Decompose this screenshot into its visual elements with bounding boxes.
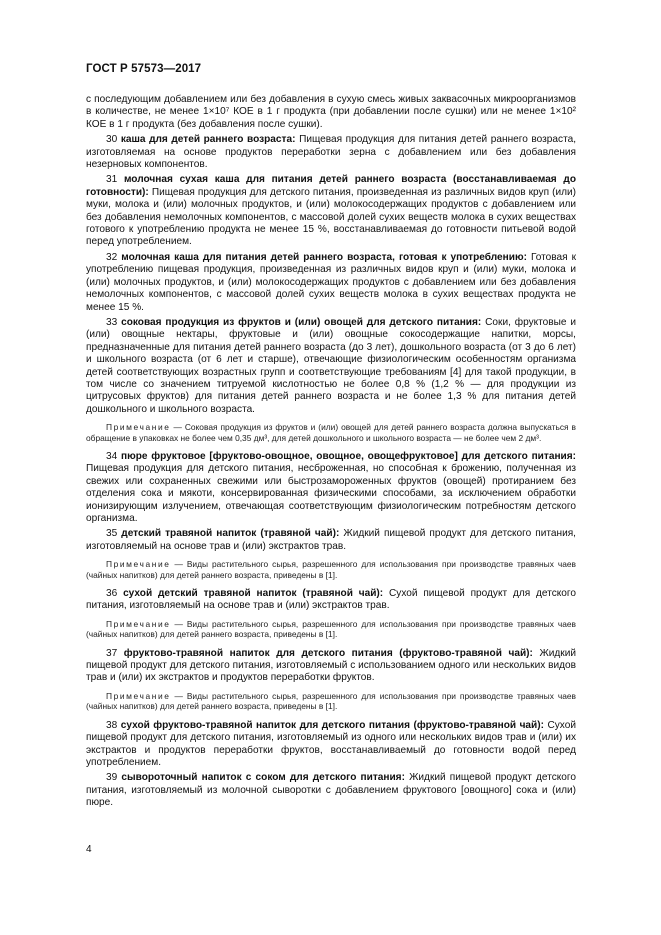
note-37 — [86, 691, 576, 712]
entry-text: Пищевая продукция для детского питания, произведенная из различных видов круп (или) муки, молока и (или) молочных продуктов, и (или) молокосодержащих продуктов с добавлением или без добавления немолочных компонентов, с массовой долей сухих веществ молока в сухих веществах готового к употреблению продукта не менее 15 %, восстанавливаемая до готовности питьевой водой перед употреблением. — [86, 186, 576, 248]
entry-term: сывороточный напиток с соком для детского питания: — [121, 772, 405, 784]
entry-text: Жидкий пищевой продукт детского питания, изготовляемый из молочной сыворотки с добавлением фруктового [овощного] сока и (или) пюре. — [86, 772, 576, 809]
entry-text: Пищевая продукция для детского питания, несброженная, но способная к брожению, полученная из свежих или сохраненных свежими или быстрозамороженных фруктов (овощей) протиранием без отделения сока и мякоти, консервированная физическими способами, за исключением обработки ионизирующим излучением, отвечающая соответствующим физиологическим потребностям детского организма. — [86, 463, 576, 524]
entry-term: сухой детский травяной напиток (травяной чай): — [123, 588, 384, 600]
note-33 — [86, 422, 576, 443]
entry-number: 38 — [106, 719, 118, 731]
entry-term: молочная сухая каша для питания детей раннего возраста (восстанавливаемая до готовности): — [86, 174, 576, 198]
entry-30 — [86, 134, 576, 171]
entry-term: соковая продукция из фруктов и (или) овощей для детского питания: — [121, 316, 482, 328]
entry-text: Сухой пищевой продукт для детского питания, изготовляемый на основе трав и (или) экстрактов трав. — [86, 588, 576, 612]
entry-33 — [86, 317, 576, 416]
entry-text: Готовая к употреблению пищевая продукция, произведенная из различных видов круп и (или) муки, молока и (или) молочных продуктов, и (или) молокосодержащих продуктов с добавлением или без добавления немолочных компонентов, с массовой долей сухих веществ молока в сухих веществах продукта не менее 15 %. — [86, 251, 577, 313]
entry-36 — [86, 588, 576, 613]
entry-number: 37 — [106, 647, 118, 659]
note-label: Примечание — [106, 690, 171, 701]
note-36 — [86, 619, 576, 640]
entry-term: сухой фруктово-травяной напиток для детского питания (фруктово-травяной чай): — [120, 719, 544, 731]
document-body — [86, 94, 576, 813]
entry-38 — [86, 720, 576, 770]
entry-39 — [86, 772, 576, 809]
entry-number: 30 — [106, 134, 118, 146]
entry-term: детский травяной напиток (травяной чай): — [121, 528, 340, 540]
entry-31 — [86, 174, 576, 248]
entry-number: 33 — [106, 316, 118, 328]
note-text: — Виды растительного сырья, разрешенного для использования при производстве травяных чаев (чайных напитков) для детей раннего возраста, приведены в [1]. — [86, 559, 576, 580]
entry-text: Соки, фруктовые и (или) овощные нектары, фруктовые и (или) овощные сокосодержащие напитки, морсы, предназначенные для питания детей раннего возраста (до 3 лет), дошкольного возраста (от 3 до 6 лет) и школьного возраста (от 6 лет и старше), отвечающие физиологическим особенностям организма детей соответствующих возрастных групп и соответствующие требованиям [4] для такой продукции, в том числе со значением титруемой кислотностью не более 0,8 % (1,2 % — для продукции из цитрусовых фруктов) для питания детей раннего возраста и не более 1,3 % для питания детей дошкольного и школьного возраста. — [86, 316, 576, 415]
note-35 — [86, 559, 576, 580]
entry-number: 31 — [106, 174, 118, 186]
entry-text: Жидкий пищевой продукт для детского питания, изготовляемый на основе трав и (или) экстрактов трав. — [86, 528, 576, 552]
note-label: Примечание — [106, 618, 171, 629]
entry-34 — [86, 451, 576, 525]
entry-number: 36 — [106, 588, 118, 600]
document-header: ГОСТ Р 57573—2017 — [86, 63, 202, 75]
entry-32 — [86, 252, 576, 314]
entry-number: 39 — [106, 772, 118, 784]
entry-37 — [86, 648, 576, 685]
entry-text: Сухой пищевой продукт для детского питания, изготовляемый из одного или нескольких видов трав и (или) их экстрактов и продуктов переработки фруктов, восстанавливаемый до готовности водой перед употреблением. — [86, 719, 576, 768]
page-number: 4 — [86, 844, 92, 855]
note-text: — Виды растительного сырья, разрешенного для использования при производстве травяных чаев (чайных напитков) для детей раннего возраста, приведены в [1]. — [86, 618, 576, 640]
entry-number: 34 — [106, 450, 118, 462]
entry-number: 35 — [106, 528, 118, 540]
entry-term: пюре фруктовое [фруктово-овощное, овощное, овощефруктовое] для детского питания: — [121, 450, 576, 462]
note-text: — Соковая продукция из фруктов и (или) овощей для детей раннего возраста должна выпускаться в обращение в упаковках не более чем 0,35 дм³, для детей дошкольного и школьного возраста — не более чем 2 дм³. — [86, 422, 577, 443]
entry-35 — [86, 528, 576, 553]
note-text: — Виды растительного сырья, разрешенного для использования при производстве травяных чаев (чайных напитков) для детей раннего возраста, приведены в [1]. — [86, 690, 576, 712]
note-label: Примечание — [106, 559, 171, 570]
entry-term: каша для детей раннего возраста: — [120, 134, 296, 146]
entry-term: фруктово-травяной напиток для детского питания (фруктово-травяной чай): — [123, 647, 533, 659]
entry-number: 32 — [106, 251, 118, 263]
entry-term: молочная каша для питания детей раннего возраста, готовая к употреблению: — [121, 251, 527, 263]
intro-paragraph: с последующим добавлением или без добавления в сухую смесь живых заквасочных микроорганизмов в количестве, не менее 1×10⁷ КОЕ в 1 г продукта (при добавлении после сушки) или не менее 1×10² КОЕ в 1 г продукта (без добавления после сушки). — [86, 94, 576, 130]
note-label: Примечание — [106, 422, 171, 433]
entry-text: Жидкий пищевой продукт для детского питания, изготовляемый с использованием одного или нескольких видов трав и (или) их экстрактов и продуктов переработки фруктов. — [86, 647, 576, 684]
entry-text: Пищевая продукция для питания детей раннего возраста, изготовляемая на основе продуктов переработки зерна с добавлением или без добавления незерновых компонентов. — [86, 134, 577, 171]
